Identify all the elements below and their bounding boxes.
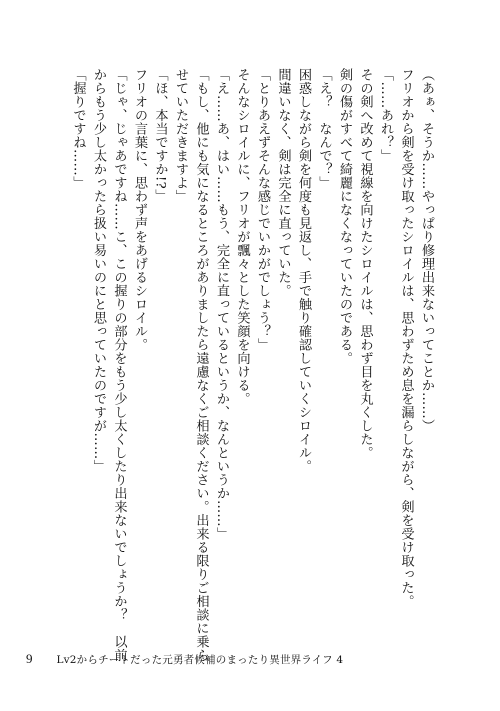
text-line: 「え？ なんで？」: [316, 68, 332, 190]
text-line: 「え……あ、はい……もう、完全に直っているというか、なんというか……」: [214, 68, 229, 541]
text-line: 剣の傷がすべて綺麗になくなっていたのである。: [337, 68, 352, 365]
text-line: フリオから剣を受け取ったシロイルは、思わずため息を漏らしながら、剣を受け取った。: [398, 68, 414, 608]
text-line: 間違いなく、剣は完全に直っていた。: [275, 68, 291, 298]
text-line: 「ほ、本当ですか!?」: [152, 68, 168, 203]
text-line: （あぁ、そうか……やっぱり修理出来ないってことか……）: [419, 68, 434, 433]
text-line: フリオの言葉に、思わず声をあげるシロイル。: [132, 68, 147, 352]
text-line: 「握りですね……」: [70, 68, 86, 190]
text-line: そんなシロイルに、フリオが飄々とした笑顔を向ける。: [234, 68, 250, 406]
text-line: 「とりあえずそんな感じでいかがでしょう？」: [255, 68, 270, 352]
running-title: Lv2からチートだった元勇者候補のまったり異世界ライフ 4: [56, 654, 344, 666]
text-line: 「じゃ、じゃあですね……こ、この握りの部分をもう少し太くしたり出来ないでしょうか？ 以前: [111, 68, 127, 662]
text-line: 困惑しながら剣を何度も見返し、手で触り確認していくシロイル。: [296, 68, 311, 473]
page-number: 9: [26, 651, 33, 666]
text-line: その剣へ改めて視線を向けたシロイルは、思わず目を丸くした。: [357, 68, 373, 460]
page-footer: [26, 651, 476, 667]
text-line: 「もし、他にも気になるところがありましたら遠慮なくご相談ください。出来る限りご相談に乗ら: [193, 68, 209, 662]
text-line: せていただきますよ」: [173, 68, 188, 203]
text-line: からもう少し太かったら扱い易いのにと思っていたのですが……」: [91, 68, 106, 473]
text-line: 「……あれ？」: [378, 68, 393, 163]
